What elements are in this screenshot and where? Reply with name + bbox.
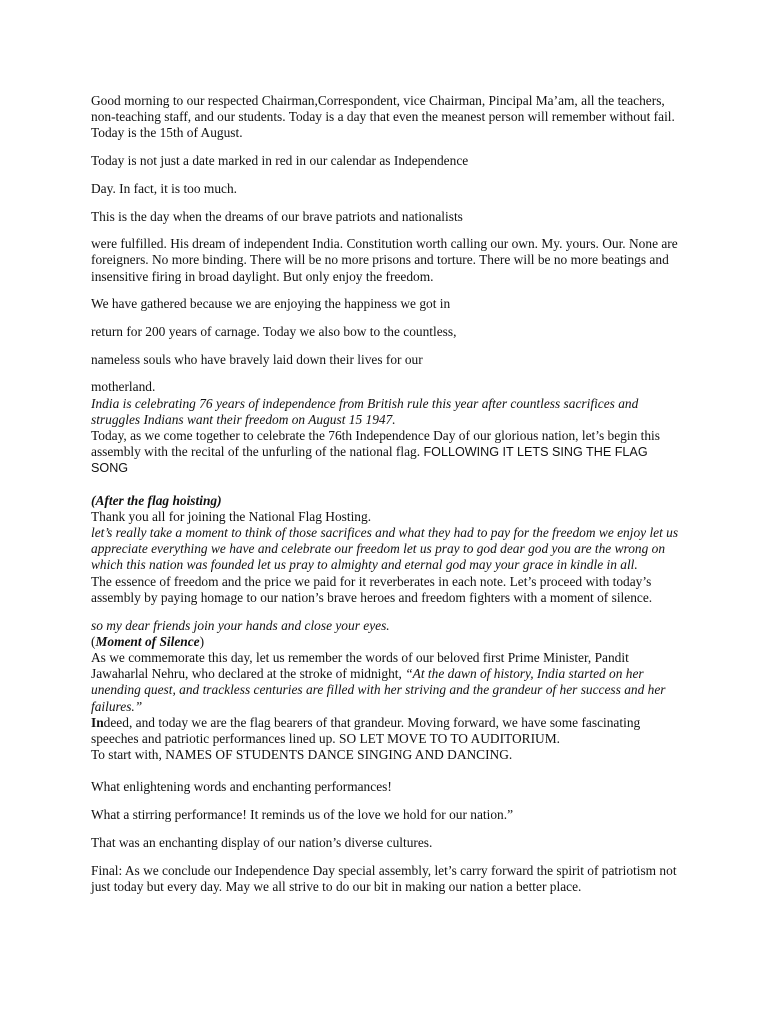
paragraph: nameless souls who have bravely laid down their lives for our <box>91 351 423 367</box>
paragraph: were fulfilled. His dream of independent India. Constitution worth calling our own. My. yours. Our. None are foreigners. No more binding. There will be no more prisons and torture. There will be no more beatings and insensitive firing in broad daylight. But only enjoy the freedom. <box>91 236 678 284</box>
italic-paragraph: so my dear friends join your hands and close your eyes. <box>91 617 390 633</box>
paren-open: ( <box>91 633 96 649</box>
paragraph: What a stirring performance! It reminds us of the love we hold for our nation.” <box>91 807 514 823</box>
nehru-quote: “At the dawn of history, India started on her unending quest, and trackless centuries are filled with her striving and the grandeur of her success and her failures.” <box>91 666 666 714</box>
paragraph-text: deed, and today we are the flag bearers of that grandeur. Moving forward, we have some fascinating speeches and patriotic performances lined up. SO LET MOVE TO TO AUDITORIUM. <box>91 714 641 746</box>
greeting-paragraph: Good morning to our respected Chairman,Correspondent, vice Chairman, Pincipal Ma’am, all the teachers, non-teaching staff, and our students. Today is a day that even the meanest person will remember without fail. Today is the 15th of August. <box>91 93 675 141</box>
paragraph-text: As we commemorate this day, let us remember the words of our beloved first Prime Minister, Pandit Jawaharlal Nehru, who declared at the stroke of midnight, <box>91 649 629 682</box>
spacer <box>91 763 683 779</box>
stage-direction-text: Moment of Silence <box>95 633 200 649</box>
paragraph: What enlightening words and enchanting performances! <box>91 779 392 795</box>
bold-initial: In <box>91 714 104 730</box>
paragraph: motherland. <box>91 379 156 395</box>
spacer <box>91 477 683 493</box>
paragraph: We have gathered because we are enjoying the happiness we got in <box>91 296 451 312</box>
flag-song-instruction: FOLLOWING IT LETS SING THE FLAG SONG <box>91 445 648 476</box>
nehru-paragraph <box>91 650 683 715</box>
paragraph: Today is not just a date marked in red in our calendar as Independence <box>91 153 469 169</box>
paragraph: This is the day when the dreams of our brave patriots and nationalists <box>91 208 463 224</box>
paragraph: Day. In fact, it is too much. <box>91 180 238 196</box>
flag-paragraph <box>91 428 683 477</box>
stage-direction <box>91 634 683 650</box>
paragraph <box>91 715 683 747</box>
paren-close: ) <box>199 633 205 649</box>
italic-paragraph: let’s really take a moment to think of those sacrifices and what they had to pay for the freedom we enjoy let us appreciate everything we have and celebrate our freedom let us pray to god dear god you are the wrong on which this nation was founded let us pray to almighty and eternal god may your grace in kindle in all. <box>91 525 679 573</box>
italic-paragraph: India is celebrating 76 years of independence from British rule this year after countless sacrifices and struggles Indians want their freedom on August 15 1947. <box>91 395 639 427</box>
closing-paragraph: Final: As we conclude our Independence Day special assembly, let’s carry forward the spirit of patriotism not just today but every day. May we all strive to do our bit in making our nation a better place. <box>91 862 677 894</box>
paragraph: To start with, NAMES OF STUDENTS DANCE SINGING AND DANCING. <box>91 747 513 763</box>
paragraph: The essence of freedom and the price we paid for it reverberates in each note. Let’s proceed with today’s assembly by paying homage to our nation’s brave heroes and freedom fighters with a moment of silence. <box>91 573 653 605</box>
stage-direction: (After the flag hoisting) <box>91 492 222 508</box>
paragraph-text: Today, as we come together to celebrate the 76th Independence Day of our glorious nation, let’s begin this assembly with the recital of the unfurling of the national flag. <box>91 428 660 460</box>
paragraph: That was an enchanting display of our nation’s diverse cultures. <box>91 834 433 850</box>
paragraph: Thank you all for joining the National Flag Hosting. <box>91 508 372 524</box>
paragraph: return for 200 years of carnage. Today we also bow to the countless, <box>91 324 457 340</box>
document-page <box>91 93 683 906</box>
